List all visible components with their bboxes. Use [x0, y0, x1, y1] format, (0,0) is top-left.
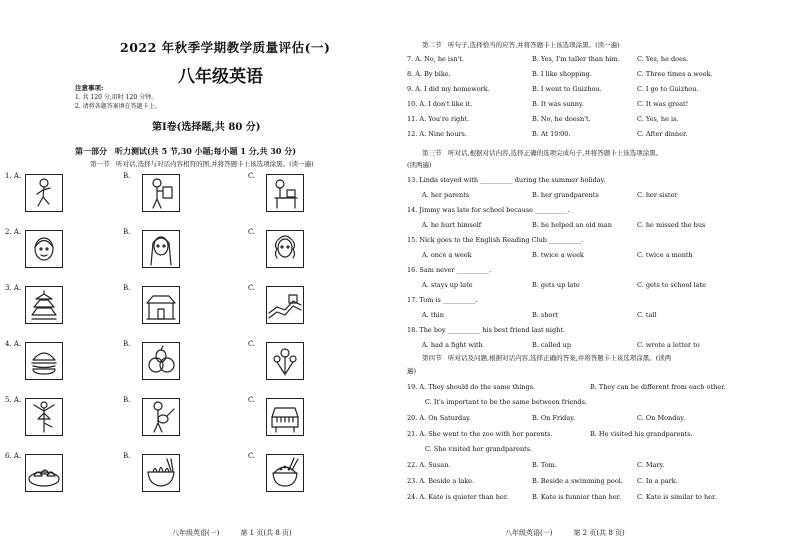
q7-option-b: B. Yes, I'm taller than him.: [532, 55, 620, 63]
q9-option-c: C. I go to Guizhou.: [637, 85, 699, 93]
short-hair-girl-icon: [25, 230, 63, 268]
great-wall-icon: [266, 286, 304, 324]
q6-label-c: C.: [248, 452, 256, 460]
q14-option-c: C. he missed the bus: [637, 221, 706, 229]
page-1-footer: 八年级英语(一) 第 1 页(共 8 页): [172, 529, 292, 537]
q7-option-c: C. Yes, he does.: [637, 55, 689, 63]
q24-option-b: B. Kate is funnier than her.: [532, 493, 622, 501]
q3-label-c: C.: [248, 284, 256, 292]
page-2-footer: 八年级英语(一) 第 2 页(共 8 页): [505, 529, 625, 537]
q7-option-a: 7. A. No, he isn't.: [407, 55, 464, 63]
q22-option-c: C. Mary.: [637, 461, 665, 469]
q2-label-b: B.: [123, 228, 131, 236]
q12-option-b: B. At 10∶00.: [532, 130, 571, 138]
boy-reading-icon: [142, 174, 180, 212]
q22-option-a: 22. A. Susan.: [407, 461, 451, 469]
q20-option-c: C. On Monday.: [637, 414, 686, 422]
temple-of-heaven-icon: [25, 286, 63, 324]
q12-option-c: C. After dinner.: [637, 130, 688, 138]
q8-option-a: 8. A. By bike.: [407, 70, 451, 78]
q9-option-b: B. I went to Guizhou.: [532, 85, 602, 93]
q5-label-c: C.: [248, 396, 256, 404]
q11-option-c: C. Yes, he is.: [637, 115, 679, 123]
hamburger-icon: [25, 342, 63, 380]
q8-option-c: C. Three times a week.: [637, 70, 713, 78]
dumplings-icon: [25, 454, 63, 492]
q24-option-a: 24. A. Kate is quieter than her.: [407, 493, 509, 501]
q14-option-a: A. he hurt himself: [422, 221, 482, 229]
flowers-icon: [266, 342, 304, 380]
q15-option-c: C. twice a month: [637, 251, 693, 259]
q15-option-b: B. twice a week: [532, 251, 584, 259]
dancer-icon: [25, 398, 63, 436]
q16-option-b: B. gets up late: [532, 281, 580, 289]
q19-option-c: C. It's important to be the same between friends.: [425, 398, 587, 406]
q16-stem: 16. Sam never __________.: [407, 266, 492, 274]
q1-label-c: C.: [248, 172, 256, 180]
girl-running-icon: [25, 174, 63, 212]
q13-option-a: A. her parents: [422, 191, 470, 199]
q1-label-a: 1. A.: [5, 172, 22, 180]
q3-label-b: B.: [123, 284, 131, 292]
right-page: [397, 0, 794, 543]
section-4-heading-cont: 遍): [407, 367, 417, 375]
subject-title: 八年级英语: [178, 67, 263, 87]
q16-option-c: C. gets to school late: [637, 281, 707, 289]
noodles-icon: [142, 454, 180, 492]
curly-hair-girl-icon: [266, 230, 304, 268]
q19-option-b: B. They can be different from each other.: [590, 383, 726, 391]
q10-option-c: C. It was great!: [637, 100, 689, 108]
q6-label-a: 6. A.: [5, 452, 22, 460]
q15-stem: 15. Nick goes to the English Reading Club __________.: [407, 236, 584, 244]
q21-option-b: B. He visited his grandparents.: [590, 430, 693, 438]
q17-stem: 17. Tom is __________.: [407, 296, 478, 304]
q21-option-c: C. She visited her grandparents.: [425, 445, 533, 453]
tiananmen-icon: [142, 286, 180, 324]
q10-option-a: 10. A. I don't like it.: [407, 100, 473, 108]
volume-heading: 第Ⅰ卷(选择题,共 80 分): [152, 122, 261, 133]
section-2-heading: 第二节 听句子,选择恰当的应答,并将答题卡上该选项涂黑。(读一遍): [422, 41, 620, 49]
q4-label-a: 4. A.: [5, 340, 22, 348]
q17-option-c: C. tall: [637, 311, 657, 319]
q13-option-c: C. her sister: [637, 191, 678, 199]
q11-option-b: B. No, he doesn't.: [532, 115, 591, 123]
q20-option-a: 20. A. On Saturday.: [407, 414, 471, 422]
q18-option-c: C. wrote a letter to: [637, 341, 700, 349]
q18-option-b: B. called up: [532, 341, 572, 349]
q11-option-a: 11. A. You're right.: [407, 115, 470, 123]
q17-option-a: A. thin: [422, 311, 444, 319]
q3-label-a: 3. A.: [5, 284, 22, 292]
long-hair-girl-icon: [142, 230, 180, 268]
q18-option-a: A. had a fight with: [422, 341, 483, 349]
q14-stem: 14. Jimmy was late for school because __________.: [407, 206, 570, 214]
part-heading: 第一部分 听力测试(共 5 节,30 小题;每小题 1 分,共 30 分): [75, 146, 296, 156]
q22-option-b: B. Tom.: [532, 461, 557, 469]
fruit-icon: [142, 342, 180, 380]
q8-option-b: B. I like shopping.: [532, 70, 592, 78]
rice-bowl-icon: [266, 454, 304, 492]
q14-option-b: B. he helped an old man: [532, 221, 612, 229]
q15-option-a: A. once a week: [422, 251, 472, 259]
q6-label-b: B.: [123, 452, 131, 460]
q5-label-b: B.: [123, 396, 131, 404]
piano-icon: [266, 398, 304, 436]
q24-option-c: C. Kate is similar to her.: [637, 493, 717, 501]
section-3-heading-cont: (读两遍): [407, 161, 432, 169]
notes: 注意事项: 1. 共 120 分,用时 120 分钟。 2. 请将各题答案填在答题卡上。: [75, 84, 161, 110]
q23-option-c: C. In a park.: [637, 477, 678, 485]
q9-option-a: 9. A. I did my homework.: [407, 85, 490, 93]
q5-label-a: 5. A.: [5, 396, 22, 404]
guitar-player-icon: [142, 398, 180, 436]
q13-stem: 13. Linda stayed with __________ during the summer holiday.: [407, 176, 606, 184]
q20-option-b: B. On Friday.: [532, 414, 576, 422]
boy-at-desk-icon: [266, 174, 304, 212]
q2-label-c: C.: [248, 228, 256, 236]
q21-option-a: 21. A. She went to the zoo with her parents.: [407, 430, 553, 438]
q2-label-a: 2. A.: [5, 228, 22, 236]
exam-title: 2022 年秋季学期教学质量评估(一): [120, 40, 331, 55]
q4-label-b: B.: [123, 340, 131, 348]
section-3-heading: 第三节 听对话,根据对话内容,选择正确的选项完成句子,并将答题卡上该选项涂黑。: [422, 149, 663, 157]
q16-option-a: A. stays up late: [422, 281, 473, 289]
q4-label-c: C.: [248, 340, 256, 348]
q10-option-b: B. It was sunny.: [532, 100, 584, 108]
q1-label-b: B.: [123, 172, 131, 180]
q23-option-a: 23. A. Beside a lake.: [407, 477, 475, 485]
q13-option-b: B. her grandparents: [532, 191, 599, 199]
q19-option-a: 19. A. They should do the same things.: [407, 383, 536, 391]
q23-option-b: B. Beside a swimming pool.: [532, 477, 623, 485]
section-4-heading: 第四节 听对话及问题,根据对话内容,选择正确的答案,并将答题卡上该选项涂黑。(读两: [422, 354, 672, 362]
q18-stem: 18. The boy __________ his best friend last night.: [407, 326, 566, 334]
section-1-heading: 第一节 听对话,选择与对话内容相符的图,并将答题卡上该选项涂黑。(读一遍): [90, 160, 314, 168]
q12-option-a: 12. A. Nine hours.: [407, 130, 467, 138]
q17-option-b: B. short: [532, 311, 559, 319]
